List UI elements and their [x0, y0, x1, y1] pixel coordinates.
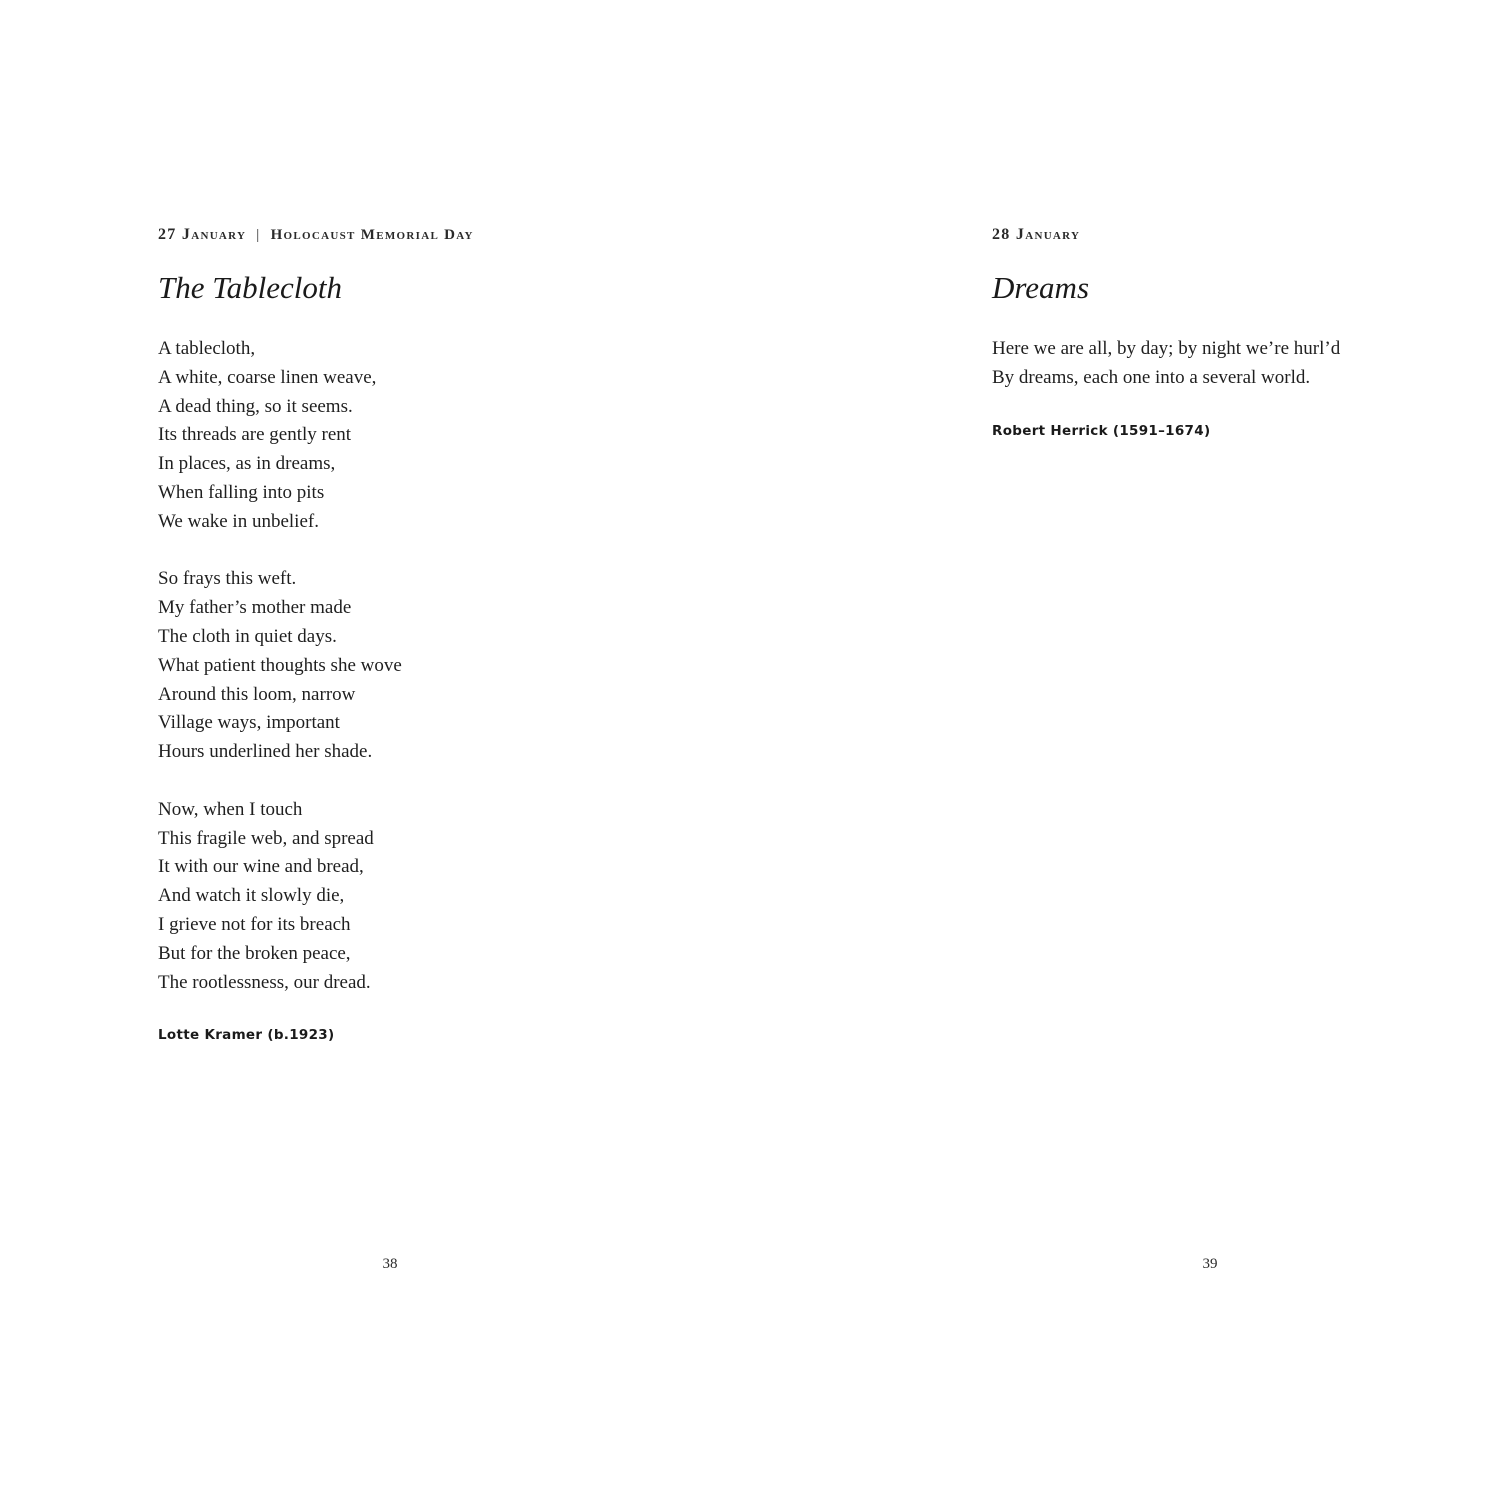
poem-author: Robert Herrick (1591–1674) — [992, 423, 1211, 439]
poem-line: A dead thing, so it seems. — [158, 395, 353, 417]
poem-line: This fragile web, and spread — [158, 827, 374, 849]
stanza — [158, 565, 402, 767]
stanza — [158, 335, 402, 537]
poem-line: Hours underlined her shade. — [158, 741, 373, 763]
date-label: 27 January — [158, 226, 247, 243]
page-number-left: 38 — [382, 1256, 398, 1272]
poem-line: The rootlessness, our dread. — [158, 971, 371, 993]
poem-line: And watch it slowly die, — [158, 885, 345, 907]
occasion-label: Holocaust Memorial Day — [270, 227, 474, 243]
heading-separator: | — [256, 227, 261, 243]
poem-line: A tablecloth, — [158, 338, 256, 359]
poem-body — [992, 335, 1340, 393]
poem-line: Village ways, important — [158, 712, 340, 734]
poem-line: In places, as in dreams, — [158, 453, 336, 475]
page-number-right: 39 — [1202, 1256, 1218, 1272]
poem-line: We wake in unbelief. — [158, 510, 319, 532]
poem-line: So frays this weft. — [158, 568, 297, 590]
poem-author: Lotte Kramer (b.1923) — [158, 1027, 335, 1043]
poem-line: Here we are all, by day; by night we’re hurl’d — [992, 338, 1341, 359]
poem-line: Around this loom, narrow — [158, 683, 356, 705]
poem-line: What patient thoughts she wove — [158, 654, 402, 676]
date-heading — [158, 226, 474, 244]
stanza — [992, 335, 1340, 393]
poem-line: But for the broken peace, — [158, 942, 351, 964]
right-page — [992, 0, 1472, 1500]
poem-body — [158, 335, 402, 997]
poem-title: Dreams — [992, 270, 1090, 305]
date-heading — [992, 226, 1080, 244]
poem-line: My father’s mother made — [158, 597, 352, 619]
stanza — [158, 796, 402, 998]
poem-line: A white, coarse linen weave, — [158, 366, 377, 388]
date-label: 28 January — [992, 226, 1081, 243]
poem-line: It with our wine and bread, — [158, 856, 364, 878]
poem-line: By dreams, each one into a several world. — [992, 366, 1311, 388]
poem-title: The Tablecloth — [158, 270, 343, 305]
left-page — [158, 0, 758, 1500]
poem-line: Its threads are gently rent — [158, 424, 352, 446]
poem-line: The cloth in quiet days. — [158, 625, 337, 647]
poem-line: I grieve not for its breach — [158, 913, 351, 935]
poem-line: When falling into pits — [158, 481, 325, 503]
poem-line: Now, when I touch — [158, 798, 303, 820]
